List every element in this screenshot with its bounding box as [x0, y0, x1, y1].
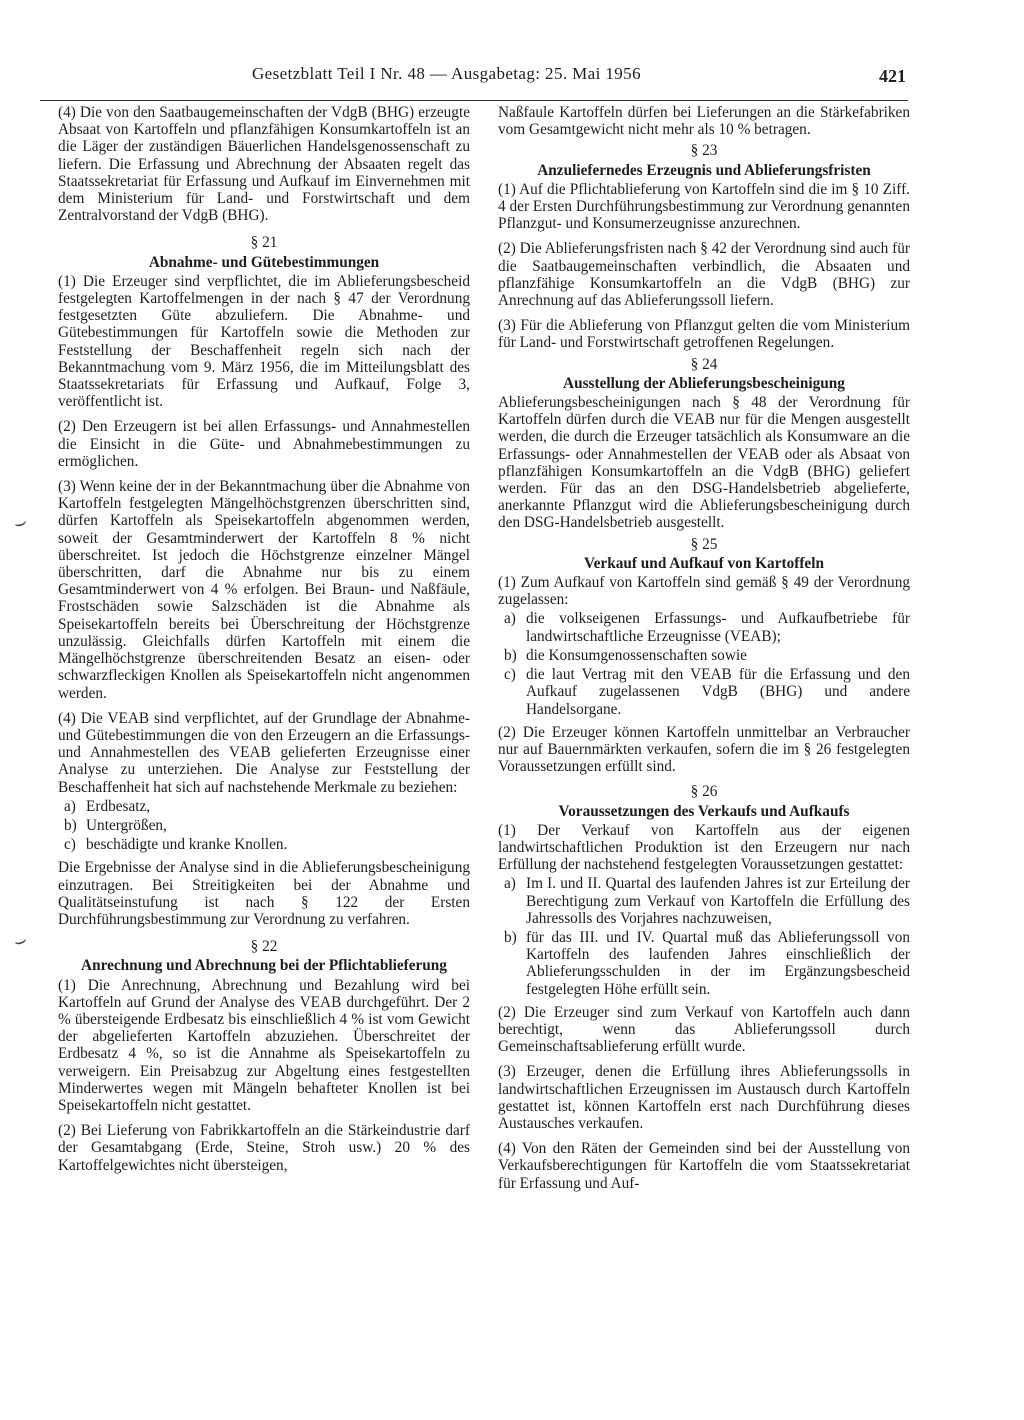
paragraph: (4) Von den Räten der Gemeinden sind bei der Ausstellung von Verkaufsberechtigungen für Kartoffeln die vom Staatssekretariat für Erfassung und Auf-: [498, 1140, 910, 1192]
list-item: [498, 610, 910, 644]
list-item: [498, 647, 910, 664]
section-number: § 21: [250, 234, 278, 252]
section-title: Verkauf und Aufkauf von Kartoffeln: [584, 554, 824, 572]
section-title: Abnahme- und Gütebestimmungen: [148, 253, 380, 271]
paragraph: (2) Den Erzeugern ist bei allen Erfassungs- und Annahmestellen die Einsicht in die Güte- und Abnahmebestimmungen zu ermöglichen.: [58, 418, 470, 470]
list-item: [58, 836, 470, 853]
paragraph: Naßfaule Kartoffeln dürfen bei Lieferungen an die Stärkefabriken vom Gesamtgewicht nicht mehr als 10 % betragen.: [498, 104, 910, 139]
list-label: b): [64, 816, 77, 834]
paragraph: Ablieferungsbescheinigungen nach § 48 der Verordnung für Kartoffeln dürfen durch die VEAB nur für die Mengen ausgestellt werden, die durch die Erzeuger tatsächlich als Konsumware an die Erfassungs- oder Annahmestellen der VEAB oder als Absaat von pflanzfähigen Konsumkartoffeln an die VdgB (BHG) geliefert werden. Für das an den DSG-Handelsbetrieb abgelieferte, anerkannte Pflanzgut wird die Ablieferungsbescheinigung durch den DSG-Handelsbetrieb ausgestellt.: [498, 394, 910, 532]
list-label: b): [504, 646, 517, 664]
section-number: § 26: [690, 783, 718, 801]
section-title: Anzuliefernedes Erzeugnis und Ablieferungsfristen: [537, 161, 871, 179]
enumerated-list: [498, 610, 910, 717]
list-label: c): [64, 836, 76, 854]
list-text: Im I. und II. Quartal des laufenden Jahres ist zur Erteilung der Berechtigung zum Verkauf von Kartoffeln die Erfüllung des Jahressolls des Vorjahres nachzuweisen,: [526, 875, 910, 927]
section-title: Voraussetzungen des Verkaufs und Aufkaufs: [558, 802, 850, 820]
paragraph: (2) Die Erzeuger sind zum Verkauf von Kartoffeln auch dann berechtigt, wenn das Ablieferungssoll durch Gemeinschaftsablieferung erfüllt wurde.: [498, 1003, 910, 1056]
list-item: [498, 666, 910, 718]
list-label: a): [504, 875, 516, 893]
section-number: § 25: [690, 535, 718, 553]
section-number: § 23: [690, 142, 718, 160]
margin-check-mark: ⌣: [10, 510, 31, 536]
paragraph: (1) Die Anrechnung, Abrechnung und Bezahlung wird bei Kartoffeln auf Grund der Analyse des VEAB durchgeführt. Der 2 % übersteigende Erdbesatz bis einschließlich 4 % ist vom Gewicht der abgelieferten Kartoffeln abzuziehen. Überschreitet der Erdbesatz 4 %, so ist die Annahme als Speisekartoffeln zu verweigern. Ein Preisabzug zur Abgeltung eines festgestellten Minderwertes wegen mit Mängeln behafteter Knollen ist bei Speisekartoffeln nicht gestattet.: [58, 976, 470, 1114]
section-number: § 24: [690, 355, 718, 373]
paragraph: (1) Die Erzeuger sind verpflichtet, die im Ablieferungsbescheid festgelegten Kartoffelmengen in der nach § 47 der Verordnung festgesetzten Güte abzuliefern. Die Abnahme- und Gütebestimmungen für Kartoffeln sowie die Methoden zur Feststellung der Beschaffenheit regeln sich nach der Bekanntmachung vom 9. März 1956, die im Mitteilungsblatt des Staatssekretariats für Erfassung und Aufkauf, Folge 3, veröffentlicht ist.: [58, 272, 470, 411]
paragraph: Die Ergebnisse der Analyse sind in die Ablieferungsbescheinigung einzutragen. Bei Streitigkeiten bei der Abnahme und Qualitätseinstufung ist nach § 122 der Ersten Durchführungsbestimmung zur Verordnung zu verfahren.: [58, 859, 470, 928]
paragraph: (1) Der Verkauf von Kartoffeln aus der eigenen landwirtschaftlichen Produktion ist den Erzeugern nur nach Erfüllung der nachstehend festgelegten Voraussetzungen gestattet:: [498, 821, 910, 874]
paragraph: (1) Zum Aufkauf von Kartoffeln sind gemäß § 49 der Verordnung zugelassen:: [498, 574, 910, 609]
margin-check-mark: ⌣: [10, 928, 31, 954]
enumerated-list: [58, 798, 470, 854]
section-number: § 22: [250, 938, 278, 956]
paragraph: (3) Wenn keine der in der Bekanntmachung über die Abnahme von Kartoffeln festgelegten Mängelhöchstgrenzen überschritten sind, dürfen Kartoffeln als Speisekartoffeln abgenommen werden, soweit der Gesamtminderwert der Kartoffeln 8 % nicht überschreitet. Ist jedoch die Höchstgrenze einzelner Mängel überschritten, darf die Abnahme nur bis zu einem Gesamtminderwert von 4 % erfolgen. Bei Braun- und Naßfäule, Frostschäden sowie Salzschäden ist die Abnahme als Speisekartoffeln bereits bei Überschreitung der Höchstgrenze unzulässig. Gleichfalls dürfen Kartoffeln mit einem die Mängelhöchstgrenze überschreitenden Besatz an eisen- oder schwarzfleckigen Knollen als Speisekartoffeln nicht angenommen werden.: [58, 478, 470, 702]
header-title: Gesetzblatt Teil I Nr. 48 — Ausgabetag: 25. Mai 1956: [252, 64, 641, 83]
list-text: Erdbesatz,: [86, 797, 151, 815]
page-number: 421: [879, 66, 906, 86]
list-item: [498, 929, 910, 998]
paragraph: (4) Die von den Saatbaugemeinschaften der VdgB (BHG) erzeugte Absaat von Kartoffeln und pflanzfähigen Konsumkartoffeln ist an die Läger der zuständigen Bäuerlichen Handelsgenossenschaft zu liefern. Die Erfassung und Abrechnung der Absaaten regelt das Staatssekretariat für Erfassung und Aufkauf im Einvernehmen mit dem Ministerium für Land- und Forstwirtschaft und dem Zentralvorstand der VdgB (BHG).: [58, 104, 470, 225]
list-text: die laut Vertrag mit den VEAB für die Erfassung und den Aufkauf zugelassenen VdgB (BHG) und andere Handelsorgane.: [526, 666, 910, 718]
list-item: [58, 798, 470, 815]
list-label: a): [64, 797, 76, 815]
right-column: [498, 104, 910, 1200]
list-text: die volkseigenen Erfassungs- und Aufkaufbetriebe für landwirtschaftliche Erzeugnisse (VEAB);: [526, 610, 910, 645]
list-text: Untergrößen,: [86, 816, 167, 834]
left-column: [58, 104, 470, 1182]
list-text: die Konsumgenossenschaften sowie: [526, 646, 747, 664]
paragraph: (3) Erzeuger, denen die Erfüllung ihres Ablieferungssolls in landwirtschaftlichen Erzeugnissen im Austausch durch Kartoffeln gestattet ist, können Kartoffeln erst nach Durchführung dieses Austausches verkaufen.: [498, 1063, 910, 1132]
paragraph: (4) Die VEAB sind verpflichtet, auf der Grundlage der Abnahme- und Gütebestimmungen die von den Erzeugern an die Erfassungs- und Annahmestellen des VEAB gelieferten Erzeugnisse einer Analyse zu unterziehen. Die Analyse zur Feststellung der Beschaffenheit hat sich auf nachstehende Merkmale zu beziehen:: [58, 709, 470, 796]
list-label: b): [504, 928, 517, 946]
enumerated-list: [498, 875, 910, 997]
paragraph: (2) Bei Lieferung von Fabrikkartoffeln an die Stärkeindustrie darf der Gesamtabgang (Erde, Steine, Stroh usw.) 20 % des Kartoffelgewichtes nicht übersteigen,: [58, 1122, 470, 1174]
list-text: für das III. und IV. Quartal muß das Ablieferungssoll von Kartoffeln des laufenden Jahres einschließlich der Ablieferungsschulden in der im Ergänzungsbescheid festgelegten Höhe erfüllt sein.: [526, 928, 910, 998]
paragraph: (2) Die Erzeuger können Kartoffeln unmittelbar an Verbraucher nur auf Bauernmärkten verkaufen, sofern die im § 26 festgelegten Voraussetzungen erfüllt sind.: [498, 723, 910, 776]
list-item: [58, 817, 470, 834]
section-title: Anrechnung und Abrechnung bei der Pflichtablieferung: [81, 957, 447, 975]
paragraph: (1) Auf die Pflichtablieferung von Kartoffeln sind die im § 10 Ziff. 4 der Ersten Durchführungsbestimmung zur Verordnung genannten Pflanzgut- und Konsumerzeugnisse anzurechnen.: [498, 180, 910, 233]
page-header: [40, 60, 908, 101]
list-item: [498, 875, 910, 927]
list-label: a): [504, 610, 516, 628]
paragraph: (3) Für die Ablieferung von Pflanzgut gelten die vom Ministerium für Land- und Forstwirtschaft getroffenen Regelungen.: [498, 317, 910, 352]
list-text: beschädigte und kranke Knollen.: [86, 836, 288, 854]
paragraph: (2) Die Ablieferungsfristen nach § 42 der Verordnung sind auch für die Saatbaugemeinschaften verbindlich, die Absaaten und pflanzfähige Konsumkartoffeln an die VdgB (BHG) zur Anrechnung auf das Ablieferungssoll liefern.: [498, 240, 910, 310]
section-title: Ausstellung der Ablieferungsbescheinigung: [563, 374, 845, 392]
list-label: c): [504, 666, 516, 684]
